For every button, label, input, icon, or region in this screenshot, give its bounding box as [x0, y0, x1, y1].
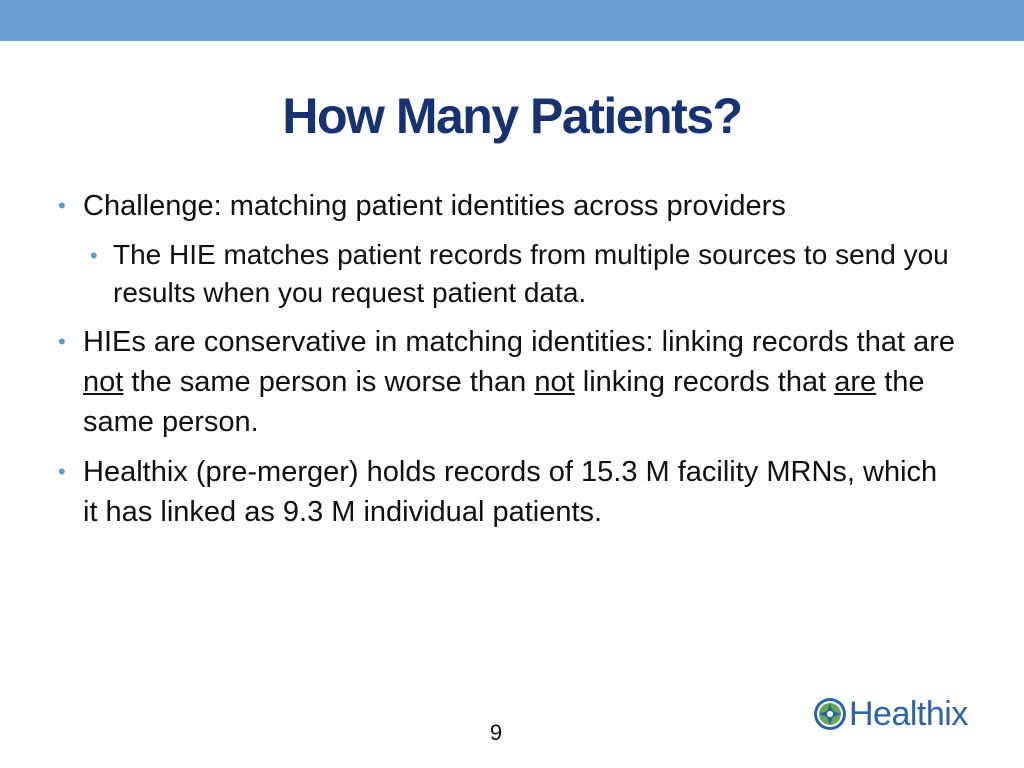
bullet-item	[58, 322, 958, 442]
bullet-text: Challenge: matching patient identities across providers	[83, 190, 786, 222]
underlined-word: not	[83, 366, 124, 398]
slide-title: How Many Patients?	[282, 88, 742, 144]
text-run: the same person.	[83, 366, 925, 438]
bullet-item	[58, 452, 958, 532]
text-run: the same person is worse than	[123, 366, 535, 398]
sub-bullet-item	[90, 236, 958, 312]
healthix-logo	[813, 692, 968, 736]
bullet-text: Healthix (pre-merger) holds records of 15.3 M facility MRNs, which it has linked as 9.3 M individual patients.	[83, 456, 938, 528]
bullet-dot-icon: •	[58, 193, 66, 218]
text-run: HIEs are conservative in matching identities: linking records that are	[83, 326, 956, 358]
healthix-logo-icon	[813, 697, 847, 731]
underlined-word: not	[534, 366, 575, 398]
bullet-text	[83, 326, 955, 438]
bullet-text: The HIE matches patient records from multiple sources to send you results when you request patient data.	[113, 239, 949, 308]
bullet-dot-icon: •	[58, 459, 66, 484]
text-run: linking records that	[574, 366, 835, 398]
underlined-word: are	[834, 366, 877, 398]
bullet-dot-icon: •	[58, 329, 66, 354]
logo-text: Healthix	[849, 695, 968, 733]
bullet-item	[58, 186, 958, 226]
bullet-list	[58, 186, 958, 542]
bullet-dot-icon: •	[90, 243, 98, 268]
page-number: 9	[489, 720, 503, 745]
header-bar	[0, 0, 1024, 41]
